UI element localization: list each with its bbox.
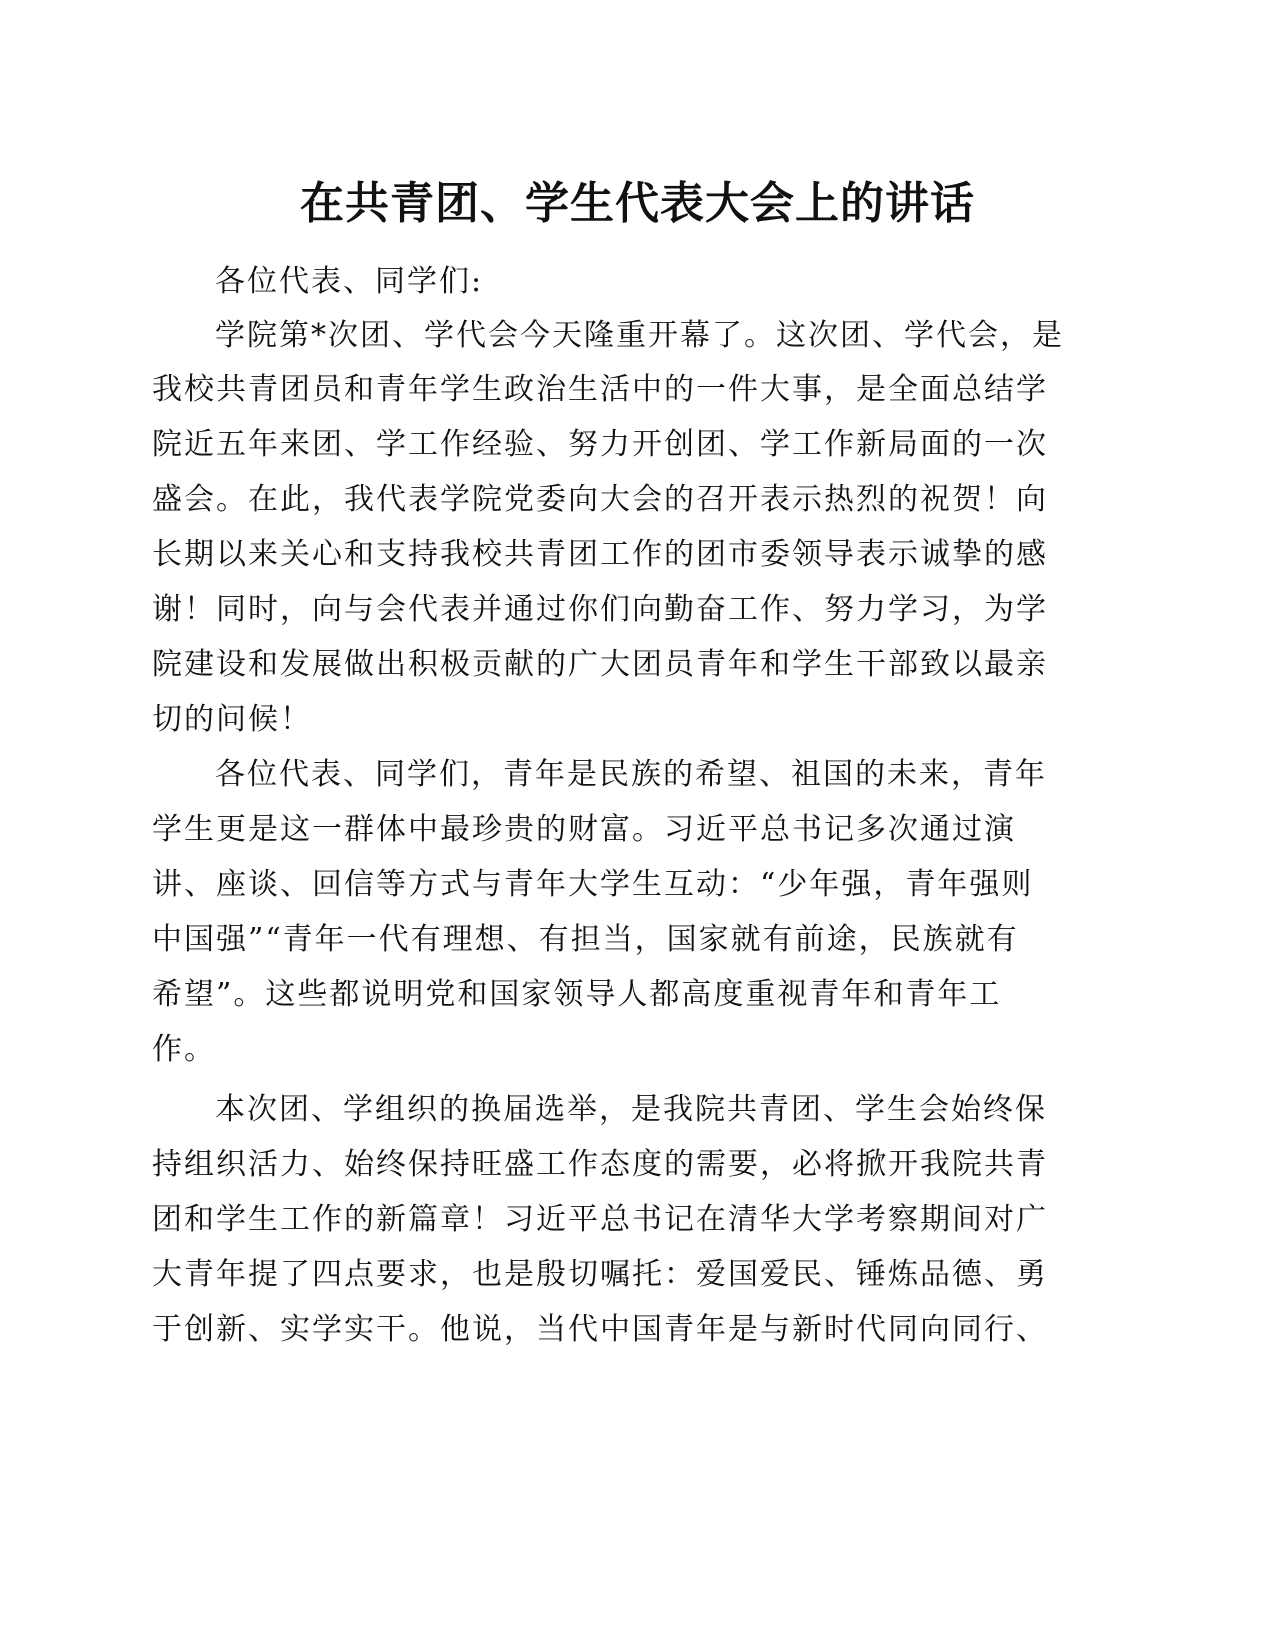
paragraph-line: 中国强”“青年一代有理想、有担当，国家就有前途，民族就有 <box>152 922 1019 957</box>
paragraph-line: 希望”。这些都说明党和国家领导人都高度重视青年和青年工 <box>152 977 1002 1012</box>
paragraph-line: 我校共青团员和青年学生政治生活中的一件大事，是全面总结学 <box>152 372 1048 407</box>
paragraph-line: 团和学生工作的新篇章！习近平总书记在清华大学考察期间对广 <box>152 1202 1048 1237</box>
paragraph-line: 大青年提了四点要求，也是殷切嘱托：爱国爱民、锤炼品德、勇 <box>152 1257 1048 1292</box>
paragraph-line: 作。 <box>152 1032 216 1067</box>
document-title: 在共青团、学生代表大会上的讲话 <box>300 178 975 229</box>
paragraph-line: 学院第*次团、学代会今天隆重开幕了。这次团、学代会，是 <box>215 318 1064 353</box>
paragraph-line: 各位代表、同学们，青年是民族的希望、祖国的未来，青年 <box>215 757 1047 792</box>
paragraph-line: 持组织活力、始终保持旺盛工作态度的需要，必将掀开我院共青 <box>152 1147 1048 1182</box>
salutation-line: 各位代表、同学们: <box>215 264 484 299</box>
paragraph-line: 切的问候！ <box>152 702 312 737</box>
paragraph-line: 讲、座谈、回信等方式与青年大学生互动：“少年强，青年强则 <box>152 867 1034 902</box>
paragraph-line: 长期以来关心和支持我校共青团工作的团市委领导表示诚挚的感 <box>152 537 1048 572</box>
paragraph-line: 谢！同时，向与会代表并通过你们向勤奋工作、努力学习，为学 <box>152 592 1048 627</box>
paragraph-line: 本次团、学组织的换届选举，是我院共青团、学生会始终保 <box>215 1092 1047 1127</box>
paragraph-line: 院近五年来团、学工作经验、努力开创团、学工作新局面的一次 <box>152 427 1048 462</box>
paragraph-line: 盛会。在此，我代表学院党委向大会的召开表示热烈的祝贺！向 <box>152 482 1048 517</box>
paragraph-line: 学生更是这一群体中最珍贵的财富。习近平总书记多次通过演 <box>152 812 1016 847</box>
paragraph-line: 于创新、实学实干。他说，当代中国青年是与新时代同向同行、 <box>152 1312 1048 1347</box>
paragraph-line: 院建设和发展做出积极贡献的广大团员青年和学生干部致以最亲 <box>152 647 1048 682</box>
